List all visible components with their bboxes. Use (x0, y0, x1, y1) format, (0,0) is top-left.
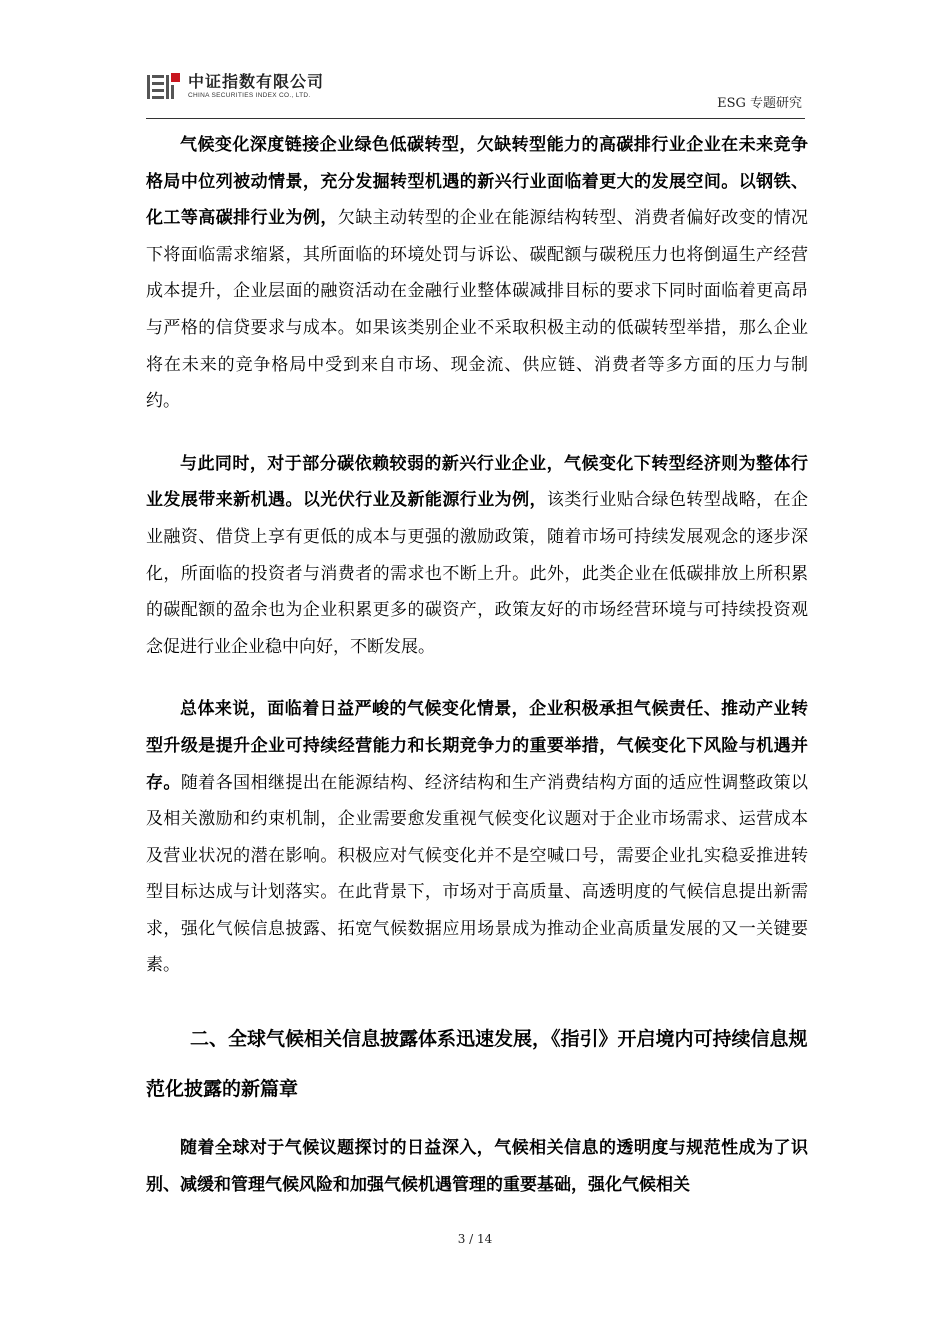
company-logo (146, 70, 324, 104)
csi-logo-icon (146, 71, 182, 103)
paragraph-1-lead: 气候变化深度链接企业绿色低碳转型，欠缺转型能力的高碳排行业企业在未来竞争格局中位列被动情景，充分发掘转型机遇的新兴行业面临着更大的发展空间。以钢铁、化工等高碳排行业为例， (146, 135, 808, 229)
header-divider (146, 118, 805, 119)
paragraph-3-text: 随着各国相继提出在能源结构、经济结构和生产消费结构方面的适应性调整政策以及相关激励和约束机制，企业需要愈发重视气候变化议题对于企业市场需求、运营成本及营业状况的潜在影响。积极应对气候变化并不是空喊口号，需要企业扎实稳妥推进转型目标达成与计划落实。在此背景下，市场对于高质量、高透明度的气候信息提出新需求，强化气候信息披露、拓宽气候数据应用场景成为推动企业高质量发展的又一关键要素。 (146, 772, 809, 976)
paragraph-2-text: 该类行业贴合绿色转型战略，在企业融资、借贷上享有更低的成本与更强的激励政策，随着市场可持续发展观念的逐步深化，所面临的投资者与消费者的需求也不断上升。此外，此类企业在低碳排放上所积累的碳配额的盈余也为企业积累更多的碳资产，政策友好的市场经营环境与可持续投资观念促进行业企业稳中向好，不断发展。 (146, 490, 809, 657)
document-body (146, 127, 808, 1203)
logo-english-name: CHINA SECURITIES INDEX CO., LTD. (188, 92, 311, 100)
logo-chinese-name: 中证指数有限公司 (188, 72, 325, 92)
report-series-label: ESG 专题研究 (717, 96, 802, 111)
paragraph-4 (146, 1130, 808, 1203)
section-heading: 二、全球气候相关信息披露体系迅速发展，《指引》开启境内可持续信息规范化披露的新篇章 (146, 1028, 808, 1101)
paragraph-3-lead: 总体来说，面临着日益严峻的气候变化情景，企业积极承担气候责任、推动产业转型升级是提升企业可持续经营能力和长期竞争力的重要举措，气候变化下风险与机遇并存。 (146, 699, 808, 793)
paragraph-3 (146, 691, 808, 984)
paragraph-2-lead: 与此同时，对于部分碳依赖较弱的新兴行业企业，气候变化下转型经济则为整体行业发展带来新机遇。以光伏行业及新能源行业为例， (146, 453, 808, 511)
paragraph-1-text: 欠缺主动转型的企业在能源结构转型、消费者偏好改变的情况下将面临需求缩紧，其所面临的环境处罚与诉讼、碳配额与碳税压力也将倒逼生产经营成本提升，企业层面的融资活动在金融行业整体碳减排目标的要求下同时面临着更高昂与严格的信贷要求与成本。如果该类别企业不采取积极主动的低碳转型举措，那么企业将在未来的竞争格局中受到来自市场、现金流、供应链、消费者等多方面的压力与制约。 (146, 208, 809, 412)
paragraph-4-lead: 随着全球对于气候议题探讨的日益深入，气候相关信息的透明度与规范性成为了识别、减缓和管理气候风险和加强气候机遇管理的重要基础，强化气候相关 (146, 1138, 808, 1195)
paragraph-1 (146, 127, 808, 420)
paragraph-2 (146, 446, 808, 666)
page-number: 3 / 14 (457, 1232, 493, 1246)
